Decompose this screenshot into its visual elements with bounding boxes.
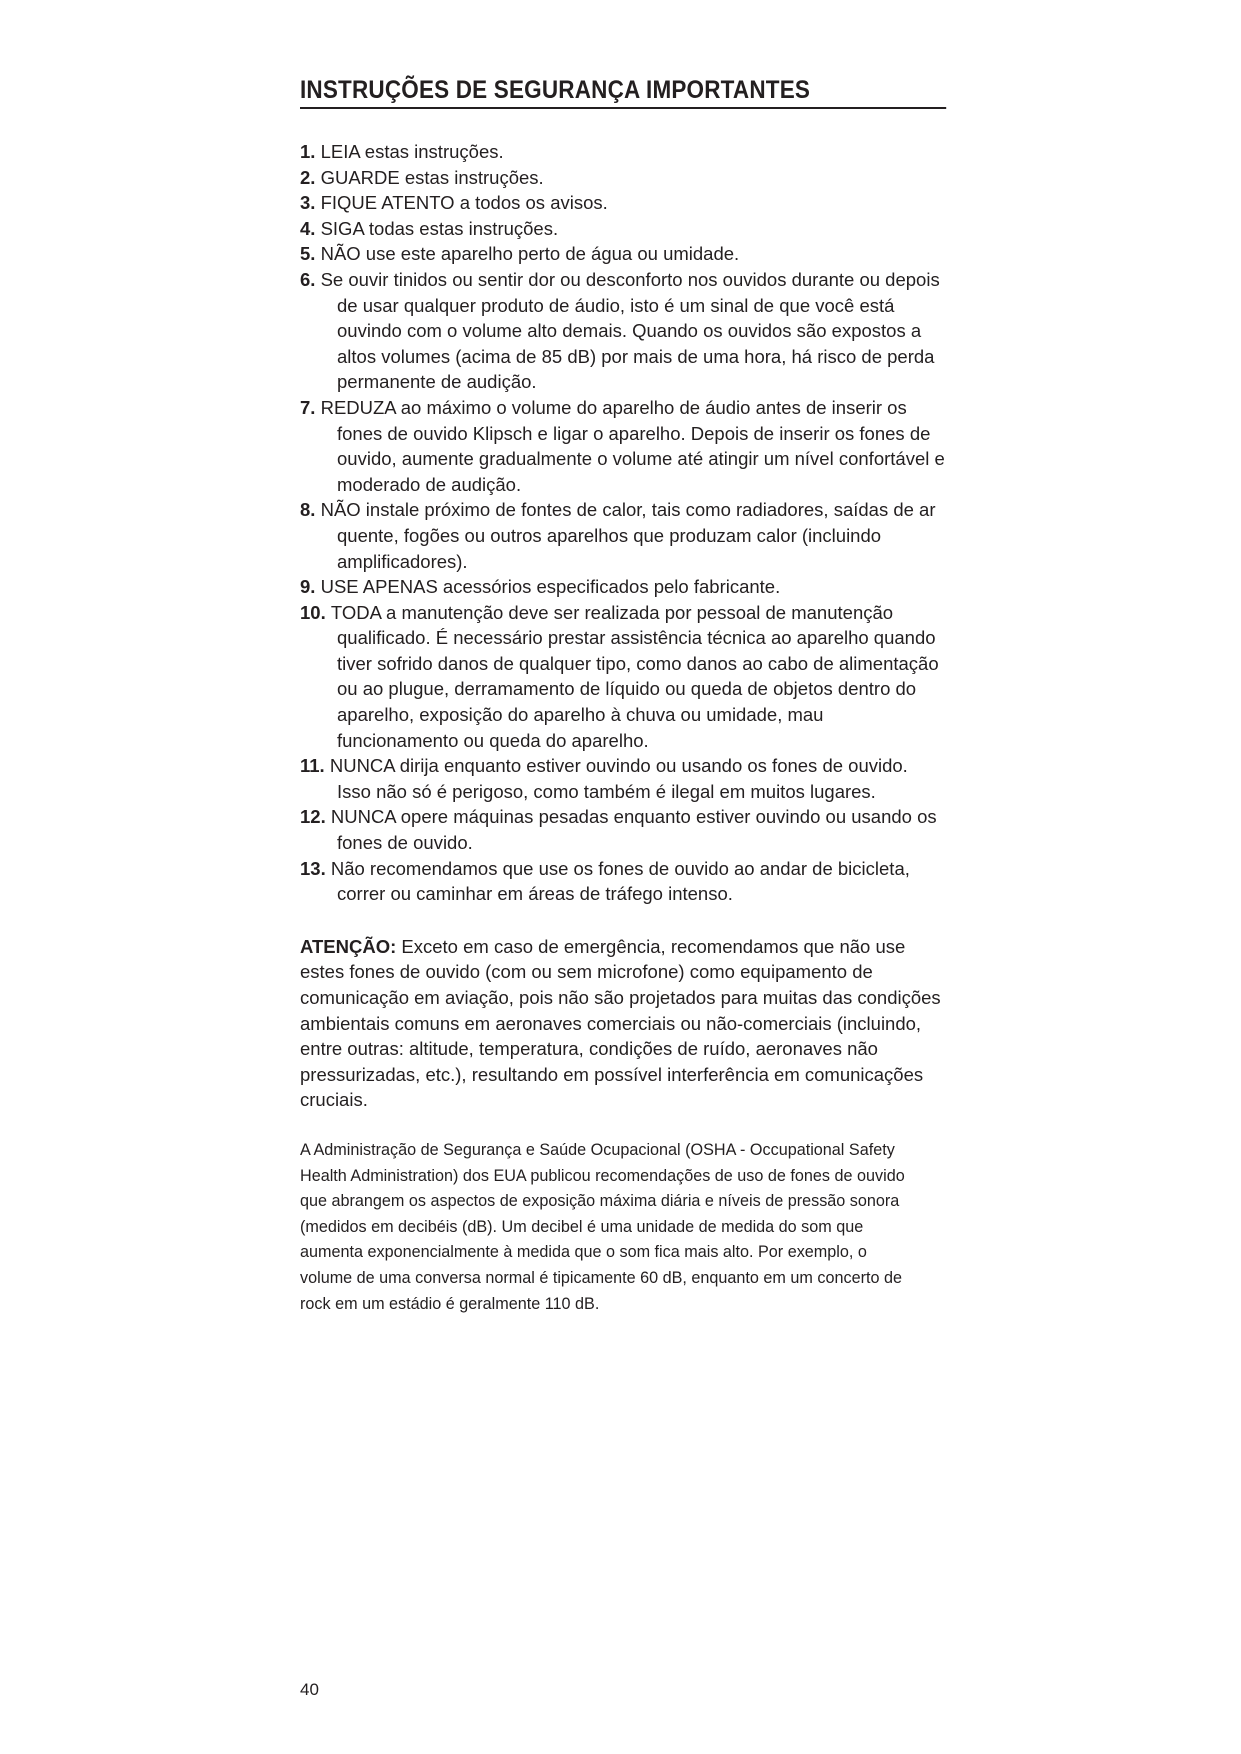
item-number: 8.	[300, 499, 316, 521]
list-item	[300, 804, 946, 855]
item-text: Não recomendamos que use os fones de ouvido ao andar de bicicleta, correr ou caminhar em áreas de tráfego intenso.	[330, 857, 910, 905]
item-number: 1.	[300, 141, 316, 162]
item-text: REDUZA ao máximo o volume do aparelho de áudio antes de inserir os fones de ouvido Klipsch e ligar o aparelho. Depois de inserir os fones de ouvido, aumente gradualmente o volume até atingir um nível confortável e moderado de audição.	[320, 396, 945, 495]
osha-paragraph: A Administração de Segurança e Saúde Ocupacional (OSHA - Occupational Safety Health Administration) dos EUA publicou recomendações de uso de fones de ouvido que abrangem os aspectos de exposição máxima diária e níveis de pressão sonora (medidos em decibéis (dB). Um decibel é uma unidade de medida do som que aumenta exponencialmente à medida que o som fica mais alto. Por exemplo, o volume de uma conversa normal é tipicamente 60 dB, enquanto em um concerto de rock em um estádio é geralmente 110 dB.	[300, 1140, 905, 1313]
item-number: 10.	[300, 601, 326, 623]
item-text: USE APENAS acessórios especificados pelo fabricante.	[320, 576, 781, 598]
item-number: 7.	[300, 396, 316, 418]
item-text: NÃO instale próximo de fontes de calor, tais como radiadores, saídas de ar quente, fogões ou outros aparelhos que produzam calor (incluindo amplificadores).	[320, 499, 936, 572]
item-number: 12.	[300, 806, 326, 828]
item-number: 13.	[300, 857, 326, 879]
item-text: Se ouvir tinidos ou sentir dor ou desconforto nos ouvidos durante ou depois de usar qualquer produto de áudio, isto é um sinal de que você está ouvindo com o volume alto demais. Quando os ouvidos são expostos a altos volumes (acima de 85 dB) por mais de uma hora, há risco de perda permanente de audição.	[320, 268, 940, 393]
item-number: 5.	[300, 243, 316, 265]
item-number: 3.	[300, 192, 316, 214]
attention-label: ATENÇÃO:	[300, 935, 397, 957]
safety-instructions-list	[300, 139, 946, 907]
item-number: 4.	[300, 217, 316, 239]
item-number: 6.	[300, 268, 316, 290]
list-item	[300, 395, 946, 497]
item-text: SIGA todas estas instruções.	[320, 217, 559, 239]
item-number: 11.	[300, 755, 325, 777]
list-item	[300, 241, 946, 267]
list-item	[300, 856, 946, 907]
list-item	[300, 600, 946, 754]
document-page	[300, 76, 946, 1333]
list-item	[300, 497, 946, 574]
item-text: GUARDE estas instruções.	[320, 166, 544, 188]
item-text: NUNCA opere máquinas pesadas enquanto estiver ouvindo ou usando os fones de ouvido.	[330, 806, 937, 854]
item-text: NÃO use este aparelho perto de água ou umidade.	[320, 243, 740, 265]
list-item	[300, 216, 946, 242]
page-number: 40	[300, 1680, 319, 1699]
list-item	[300, 139, 946, 165]
list-item	[300, 190, 946, 216]
item-text: TODA a manutenção deve ser realizada por pessoal de manutenção qualificado. É necessário prestar assistência técnica ao aparelho quando tiver sofrido danos de qualquer tipo, como danos ao cabo de alimentação ou ao plugue, derramamento de líquido ou queda de objetos dentro do aparelho, exposição do aparelho à chuva ou umidade, mau funcionamento ou queda do aparelho.	[330, 601, 939, 751]
item-text: LEIA estas instruções.	[320, 141, 504, 162]
item-text: FIQUE ATENTO a todos os avisos.	[320, 192, 608, 214]
item-number: 9.	[300, 576, 316, 598]
list-item	[300, 267, 946, 395]
item-number: 2.	[300, 166, 316, 188]
page-title: INSTRUÇÕES DE SEGURANÇA IMPORTANTES	[300, 76, 946, 109]
list-item	[300, 165, 946, 191]
attention-text: Exceto em caso de emergência, recomendamos que não use estes fones de ouvido (com ou sem microfone) como equipamento de comunicação em aviação, pois não são projetados para muitas das condições ambientais comuns em aeronaves comerciais ou não-comerciais (incluindo, entre outras: altitude, temperatura, condições de ruído, aeronaves não pressurizadas, etc.), resultando em possível interferência em comunicações cruciais.	[300, 935, 941, 1111]
list-item	[300, 753, 946, 804]
attention-paragraph	[300, 934, 946, 1113]
list-item	[300, 574, 946, 600]
item-text: NUNCA dirija enquanto estiver ouvindo ou usando os fones de ouvido. Isso não só é perigoso, como também é ilegal em muitos lugares.	[329, 755, 908, 802]
